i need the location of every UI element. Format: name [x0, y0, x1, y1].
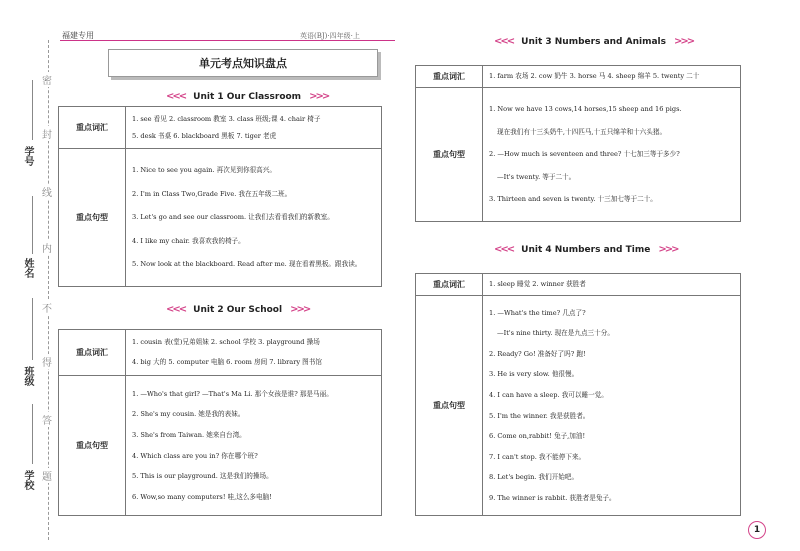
vocab-label: 重点词汇 [416, 274, 483, 296]
unit-3-table [415, 65, 741, 222]
sentence-line: 1. —What's the time? 几点了? [489, 308, 586, 317]
sentence-line: 7. I can't stop. 我不能停下来。 [489, 452, 586, 461]
grade-label: 英语(BJ)·四年级·上 [300, 32, 360, 40]
sentence-line: 5. This is our playground. 这是我们的操场。 [132, 472, 273, 481]
unit-3-title: Unit 3 Numbers and Animals [521, 36, 666, 47]
sentence-cell [126, 376, 382, 516]
vocab-label: 重点词汇 [59, 107, 126, 149]
binding-char: 得 [40, 354, 54, 369]
sentence-line: 5. I'm the winner. 我是获胜者。 [489, 411, 590, 420]
sentence-line: 2. —How much is seventeen and three? 十七加三等于多少? [489, 150, 680, 159]
sentence-line: 6. Wow,so many computers! 哇,这么多电脑! [132, 492, 272, 501]
sentence-line: 2. Ready? Go! 准备好了吗? 跑! [489, 349, 586, 358]
vocab-cell [483, 66, 741, 88]
page-number: 1 [748, 521, 766, 539]
sentence-line: 1. Nice to see you again. 再次见到你很高兴。 [132, 166, 276, 175]
region-label: 福建专用 [62, 31, 94, 40]
sentence-line: 3. She's from Taiwan. 她来自台湾。 [132, 430, 246, 439]
unit-1-heading [166, 91, 328, 102]
sentence-cell [126, 149, 382, 287]
unit-4-table [415, 273, 741, 516]
vocab-line: 5. desk 书桌 6. blackboard 黑板 7. tiger 老虎 [132, 131, 277, 140]
sentence-label: 重点句型 [416, 296, 483, 516]
vocab-line: 1. cousin 表(堂)兄弟姐妹 2. school 学校 3. playground 操场 [132, 338, 320, 347]
sentence-line: 3. He is very slow. 他很慢。 [489, 370, 579, 379]
unit-1-title: Unit 1 Our Classroom [193, 91, 302, 102]
unit-2-table [58, 329, 382, 516]
sentence-line: 4. I like my chair. 我喜欢我的椅子。 [132, 236, 245, 245]
field-line [32, 404, 33, 464]
unit-4-heading [494, 244, 677, 255]
vocab-line: 1. farm 农场 2. cow 奶牛 3. horse 马 4. sheep 绵羊 5. twenty 二十 [489, 72, 700, 81]
field-line [32, 80, 33, 140]
sentence-line: 5. Now look at the blackboard. Read after me. 现在看着黑板。跟我读。 [132, 260, 362, 269]
sentence-line: 6. Come on,rabbit! 兔子,加油! [489, 432, 586, 441]
vocab-line: 1. sleep 睡觉 2. winner 获胜者 [489, 280, 586, 289]
chevrons-left-icon: <<< [166, 91, 186, 102]
binding-char: 密 [40, 72, 54, 87]
unit-2-title: Unit 2 Our School [193, 304, 283, 315]
sentence-line: 4. Which class are you in? 你在哪个班? [132, 451, 258, 460]
sentence-line: 9. The winner is rabbit. 获胜者是兔子。 [489, 493, 616, 502]
sentence-cell [483, 296, 741, 516]
sentence-label: 重点句型 [416, 88, 483, 222]
sentence-line: 3. Thirteen and seven is twenty. 十三加七等于二十。 [489, 195, 657, 204]
chevrons-right-icon: >>> [673, 36, 694, 47]
chevrons-right-icon: >>> [290, 304, 310, 315]
sentence-line: 3. Let's go and see our classroom. 让我们去看看我们的新教室。 [132, 213, 334, 222]
binding-char: 题 [40, 468, 54, 483]
sentence-cell [483, 88, 741, 222]
field-label-class: 班级 [22, 366, 33, 386]
field-line [32, 196, 33, 254]
chevrons-right-icon: >>> [309, 91, 329, 102]
sentence-line: —It's twenty. 等于二十。 [497, 172, 576, 181]
chevrons-left-icon: <<< [166, 304, 186, 315]
binding-char: 封 [40, 126, 54, 141]
sentence-label: 重点句型 [59, 376, 126, 516]
sentence-line: 8. Let's begin. 我们开始吧。 [489, 473, 579, 482]
binding-line [48, 40, 49, 540]
sentence-line: —It's nine thirty. 现在是九点三十分。 [497, 329, 614, 338]
chevrons-right-icon: >>> [658, 244, 678, 255]
page-title: 单元考点知识盘点 [108, 49, 378, 77]
sentence-line: 2. I'm in Class Two,Grade Five. 我在五年级二班。 [132, 189, 292, 198]
field-label-school: 学校 [22, 470, 33, 490]
binding-char: 内 [40, 240, 54, 255]
unit-3-heading [494, 36, 693, 47]
binding-char: 不 [40, 300, 54, 315]
unit-1-table [58, 106, 382, 287]
sentence-line: 1. —Who's that girl? —That's Ma Li. 那个女孩是谁? 那是马丽。 [132, 389, 333, 398]
sentence-line: 现在我们有十三头奶牛,十四匹马,十五只绵羊和十六头猪。 [497, 127, 667, 136]
vocab-label: 重点词汇 [416, 66, 483, 88]
header-rule [60, 40, 395, 41]
vocab-line: 4. big 大的 5. computer 电脑 6. room 房间 7. library 图书馆 [132, 358, 322, 366]
field-line [32, 298, 33, 360]
sentence-label: 重点句型 [59, 149, 126, 287]
vocab-cell [126, 107, 382, 149]
binding-char: 线 [40, 184, 54, 199]
vocab-label: 重点词汇 [59, 330, 126, 376]
vocab-cell [483, 274, 741, 296]
unit-2-heading [166, 304, 309, 315]
chevrons-left-icon: <<< [494, 244, 514, 255]
sentence-line: 1. Now we have 13 cows,14 horses,15 sheep and 16 pigs. [489, 105, 682, 114]
unit-4-title: Unit 4 Numbers and Time [521, 244, 651, 255]
field-label-student-number: 学号 [22, 146, 33, 166]
vocab-cell [126, 330, 382, 376]
field-label-name: 姓名 [22, 258, 33, 278]
sentence-line: 4. I can have a sleep. 我可以睡一觉。 [489, 390, 608, 399]
binding-char: 答 [40, 412, 54, 427]
chevrons-left-icon: <<< [494, 36, 514, 47]
vocab-line: 1. see 看见 2. classroom 教室 3. class 班级;课 4. chair 椅子 [132, 114, 321, 123]
sentence-line: 2. She's my cousin. 她是我的表妹。 [132, 410, 245, 419]
